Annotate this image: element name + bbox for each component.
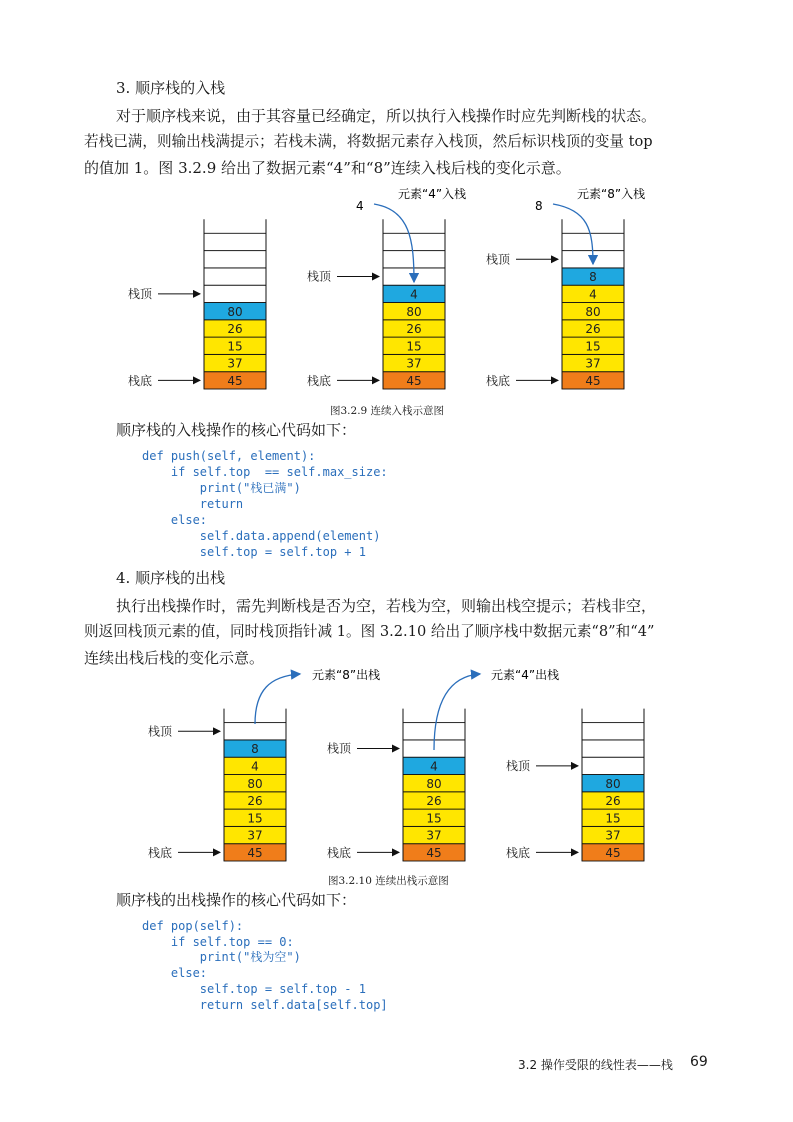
- stack-empty-cell: [383, 233, 445, 250]
- stack-cell-value: 26: [585, 322, 601, 337]
- push-line: def push(self, element):: [142, 449, 316, 463]
- stack-empty-cell: [582, 757, 644, 774]
- stack-empty-cell: [562, 233, 624, 250]
- pop-code-block: [142, 919, 388, 1013]
- stack-cell-value: 26: [605, 794, 621, 809]
- push-line: print("栈已满"): [142, 481, 301, 495]
- figure-3-2-9: [0, 180, 793, 420]
- stack-cell-value: 4: [589, 287, 597, 302]
- stack-cell-value: 45: [227, 374, 243, 388]
- section-4-para-line2: 则返回栈顶元素的值，同时栈顶指针减 1。图 3.2.10 给出了顺序栈中数据元素“8”和“4”: [84, 623, 655, 640]
- stack-cell-value: 80: [605, 776, 621, 791]
- section-3-para-line1: 对于顺序栈来说，由于其容量已经确定，所以执行入栈操作时应先判断栈的状态。: [116, 107, 657, 125]
- section-3-para-line2: 若栈已满，则输出栈满提示；若栈未满，将数据元素存入栈顶，然后标识栈顶的变量 top: [84, 133, 653, 150]
- pop-code-intro: 顺序栈的出栈操作的核心代码如下：: [116, 891, 357, 909]
- stack-cell-value: 26: [227, 322, 243, 337]
- push-line: return: [142, 497, 244, 511]
- stack-cell-value: 37: [605, 828, 621, 843]
- section-3-para-line3: 的值加 1。图 3.2.9 给出了数据元素“4”和“8”连续入栈后栈的变化示意。: [84, 159, 571, 177]
- stack-diagram-1: [128, 219, 266, 389]
- stack-bottom-label: 栈底: [148, 846, 173, 860]
- stack-diagram-3: [486, 219, 624, 389]
- footer-section-title: 3.2 操作受限的线性表——栈: [518, 1058, 673, 1072]
- stack-top-label: 栈顶: [307, 269, 332, 284]
- section-4-para-line1: 执行出栈操作时，需先判断栈是否为空，若栈为空，则输出栈空提示；若栈非空，: [116, 597, 657, 615]
- pop-line: def pop(self):: [142, 919, 244, 933]
- stack-cell-value: 45: [426, 846, 442, 860]
- stack-top-label: 栈顶: [486, 252, 511, 267]
- stack-cell-value: 37: [406, 356, 422, 371]
- stack-cell-value: 37: [426, 828, 442, 843]
- stack-cell-value: 80: [227, 304, 243, 319]
- section-4-para-line3: 连续出栈后栈的变化示意。: [84, 649, 265, 667]
- stack-bottom-label: 栈底: [486, 374, 511, 388]
- push-line: self.top = self.top + 1: [142, 545, 366, 559]
- stack-bottom-label: 栈底: [327, 846, 352, 860]
- section-4-heading: 4. 顺序栈的出栈: [116, 569, 226, 587]
- figure-3-2-9-caption: 图3.2.9 连续入栈示意图: [330, 405, 445, 417]
- stack-cell-value: 37: [247, 828, 263, 843]
- push-code-intro: 顺序栈的入栈操作的核心代码如下：: [116, 421, 357, 439]
- stack-cell-value: 15: [605, 811, 621, 826]
- stack-cell-value: 8: [251, 742, 259, 757]
- figure-3-2-10: [0, 660, 793, 870]
- stack-top-label: 栈顶: [506, 758, 531, 773]
- stack-cell-value: 45: [247, 846, 263, 860]
- stack-empty-cell: [204, 285, 266, 302]
- stack-cell-value: 26: [426, 794, 442, 809]
- page-number: 69: [690, 1054, 708, 1070]
- stack-cell-value: 80: [585, 304, 601, 319]
- incoming-element-8: 8: [535, 199, 543, 213]
- stack-cell-value: 15: [247, 811, 263, 826]
- stack-top-label: 栈顶: [148, 724, 173, 739]
- figure-3-2-10-caption: 图3.2.10 连续出栈示意图: [328, 875, 449, 887]
- stack-cell-value: 37: [585, 356, 601, 371]
- stack-cell-value: 4: [410, 287, 418, 302]
- stack-cell-value: 26: [406, 322, 422, 337]
- stack-cell-value: 45: [406, 374, 422, 388]
- stack-diagram-1: [148, 709, 286, 861]
- pop-line: if self.top == 0:: [142, 934, 294, 949]
- stack-cell-value: 15: [406, 339, 422, 354]
- stack-bottom-label: 栈底: [506, 846, 531, 860]
- stack-cell-value: 4: [430, 759, 438, 774]
- stack-bottom-label: 栈底: [128, 374, 153, 388]
- stack-empty-cell: [582, 723, 644, 740]
- stack-diagram-2: [327, 709, 465, 861]
- pop-line: else:: [142, 966, 208, 981]
- stack-empty-cell: [204, 251, 266, 268]
- incoming-element-4: 4: [356, 199, 364, 213]
- push-line: else:: [142, 513, 208, 527]
- stack-top-label: 栈顶: [327, 741, 352, 756]
- stack-cell-value: 8: [589, 270, 597, 285]
- pop-line: self.top = self.top - 1: [142, 981, 366, 996]
- stack-cell-value: 15: [585, 339, 601, 354]
- stack-bottom-label: 栈底: [307, 374, 332, 388]
- stack-empty-cell: [224, 723, 286, 740]
- stack-cell-value: 37: [227, 356, 243, 371]
- stack-cell-value: 15: [426, 811, 442, 826]
- stack-cell-value: 15: [227, 339, 243, 354]
- stack-cell-value: 80: [406, 304, 422, 319]
- push-line: if self.top == self.max_size:: [142, 465, 388, 479]
- stack-diagram-3: [506, 709, 644, 861]
- stack-cell-value: 45: [585, 374, 601, 388]
- stack-cell-value: 45: [605, 846, 621, 860]
- pop-line: print("栈为空"): [142, 950, 301, 965]
- stack-cell-value: 80: [247, 776, 263, 791]
- stack-empty-cell: [204, 233, 266, 250]
- stack-top-label: 栈顶: [128, 286, 153, 301]
- stack-cell-value: 26: [247, 794, 263, 809]
- pop-8-arrow: [255, 674, 300, 724]
- push-4-label: 元素“4”入栈: [398, 187, 467, 201]
- section-3-heading: 3. 顺序栈的入栈: [116, 79, 226, 97]
- pop-8-label: 元素“8”出栈: [312, 668, 381, 682]
- stack-empty-cell: [582, 740, 644, 757]
- push-line: self.data.append(element): [142, 529, 381, 543]
- push-code-block: [142, 448, 388, 560]
- push-8-label: 元素“8”入栈: [577, 187, 646, 201]
- pop-line: return self.data[self.top]: [142, 997, 388, 1012]
- stack-diagram-2: [307, 219, 445, 389]
- stack-empty-cell: [204, 268, 266, 285]
- stack-cell-value: 80: [426, 776, 442, 791]
- stack-cell-value: 4: [251, 759, 259, 774]
- pop-4-label: 元素“4”出栈: [491, 668, 560, 682]
